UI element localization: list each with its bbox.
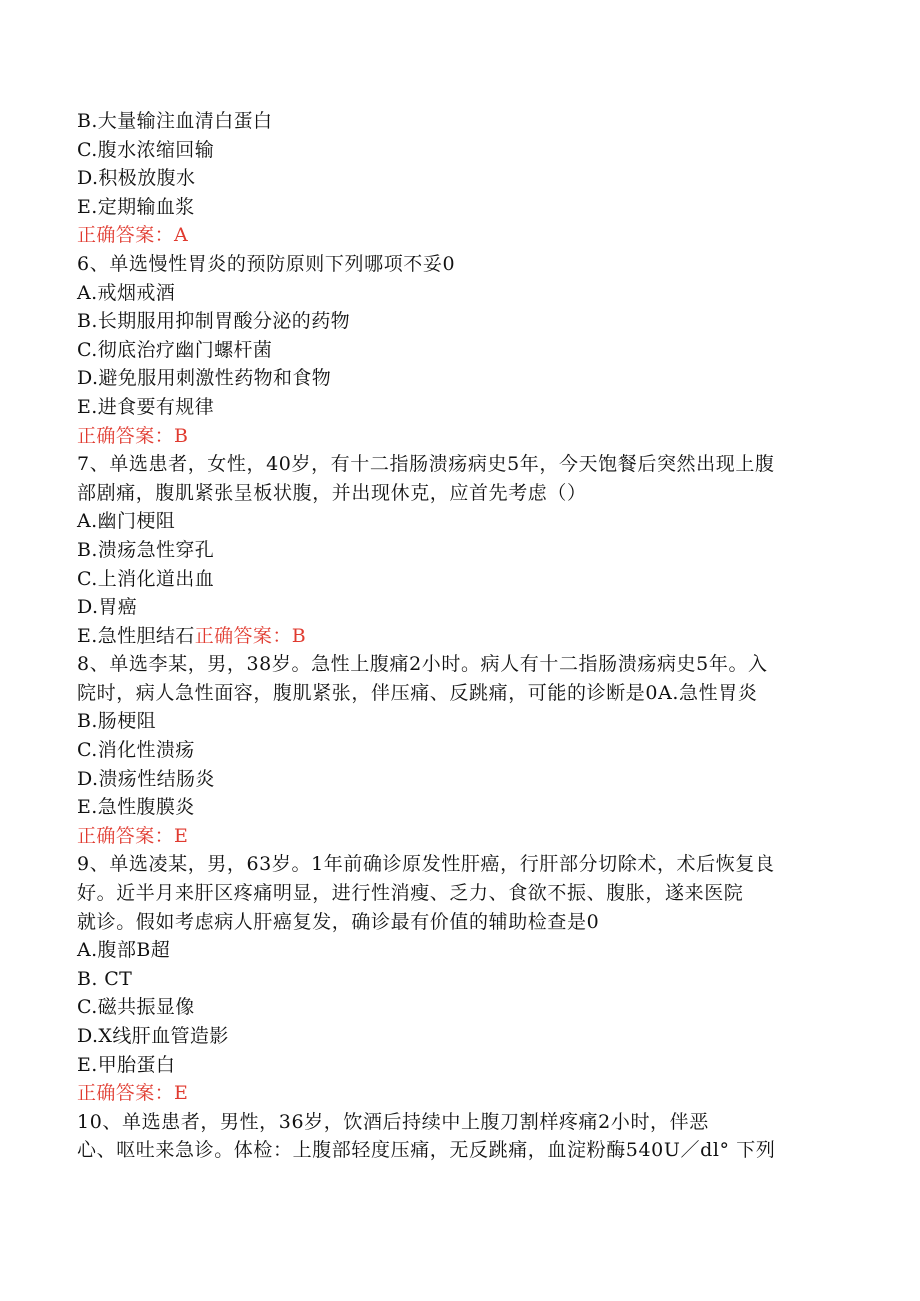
q7-option-e: E.急性胆结石 [77, 624, 195, 647]
q6-option-a: A.戒烟戒酒 [77, 281, 176, 304]
q8-option-b: B.肠梗阻 [77, 710, 157, 733]
q9-answer: 正确答案：E [77, 1082, 189, 1105]
q6-stem: 6、单选慢性胃炎的预防原则下列哪项不妥0 [77, 252, 456, 275]
q9-option-d: D.X线肝血管造影 [77, 1025, 229, 1047]
q8-answer: 正确答案：E [77, 824, 189, 847]
q5-answer: 正确答案：A [77, 224, 189, 247]
q9-option-e: E.甲胎蛋白 [77, 1053, 176, 1076]
q9-stem-line-3: 就诊。假如考虑病人肝癌复发，确诊最有价值的辅助检查是0 [77, 910, 600, 933]
q8-option-d: D.溃疡性结肠炎 [77, 767, 215, 790]
q6-answer: 正确答案：B [77, 424, 189, 447]
q8-option-c: C.消化性溃疡 [77, 739, 195, 762]
q9-stem-line-2: 好。近半月来肝区疼痛明显，进行性消瘦、乏力、食欲不振、腹胀，遂来医院 [77, 882, 744, 905]
q7-answer: 正确答案：B [194, 624, 307, 647]
q9-stem-line-1: 9、单选凌某，男，63岁。1年前确诊原发性肝癌，行肝部分切除术，术后恢复良 [77, 853, 775, 876]
q6-option-c: C.彻底治疗幽门螺杆菌 [77, 338, 273, 361]
q5-option-c: C.腹水浓缩回输 [77, 138, 215, 161]
q7-option-c: C.上消化道出血 [77, 567, 215, 590]
q6-option-e: E.进食要有规律 [77, 395, 215, 418]
document-page [77, 107, 837, 1165]
q8-stem-line-1: 8、单选李某，男，38岁。急性上腹痛2小时。病人有十二指肠溃疡病史5年。入 [77, 653, 768, 676]
q9-option-c: C.磁共振显像 [77, 996, 195, 1019]
q9-option-a: A.腹部B超 [77, 939, 171, 962]
q7-stem-line-2: 部剧痛，腹肌紧张呈板状腹，并出现休克，应首先考虑（） [77, 481, 587, 504]
q5-option-d: D.积极放腹水 [77, 167, 196, 190]
q8-option-e: E.急性腹膜炎 [77, 796, 195, 819]
q10-stem-line-1: 10、单选患者，男性，36岁，饮酒后持续中上腹刀割样疼痛2小时，伴恶 [77, 1110, 709, 1133]
q7-option-d: D.胃癌 [77, 596, 138, 619]
q7-option-a: A.幽门梗阻 [77, 510, 176, 533]
q5-option-b: B.大量输注血清白蛋白 [77, 110, 273, 132]
q8-stem-line-2: 院时，病人急性面容，腹肌紧张，伴压痛、反跳痛，可能的诊断是0A.急性胃炎 [77, 681, 758, 704]
q6-option-d: D.避免服用刺激性药物和食物 [77, 367, 332, 390]
q9-option-b: B. CT [77, 967, 133, 990]
q7-stem-line-1: 7、单选患者，女性，40岁，有十二指肠溃疡病史5年，今天饱餐后突然出现上腹 [77, 453, 775, 476]
q7-option-b: B.溃疡急性穿孔 [77, 538, 215, 561]
q7-option-e-with-answer [77, 622, 837, 651]
q6-option-b: B.长期服用抑制胃酸分泌的药物 [77, 310, 351, 333]
q5-option-e: E.定期输血浆 [77, 195, 195, 218]
q10-stem-line-2: 心、呕吐来急诊。体检：上腹部轻度压痛，无反跳痛，血淀粉酶540U／dl° 下列 [77, 1139, 776, 1162]
